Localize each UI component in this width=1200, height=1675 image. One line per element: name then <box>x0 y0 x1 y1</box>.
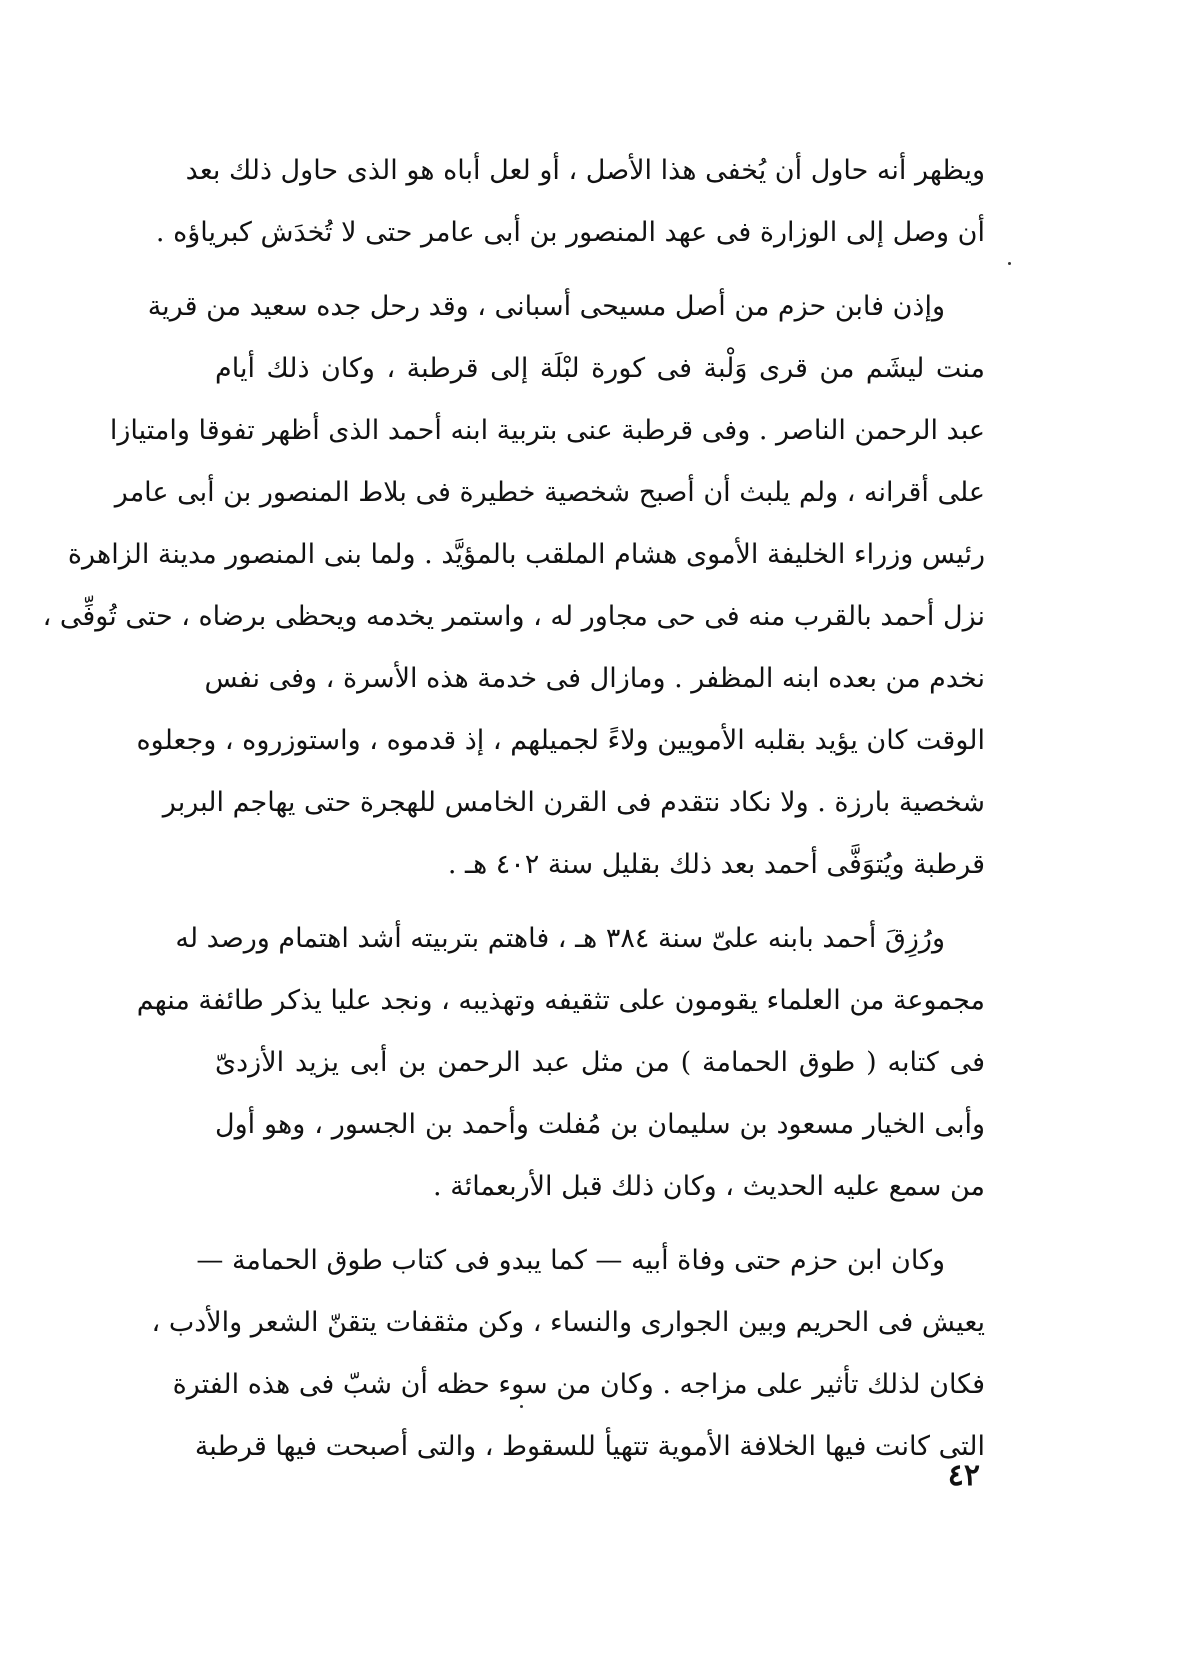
text-line: يعيش فى الحريم وبين الجوارى والنساء ، وكن مثقفات يتقنّ الشعر والأدب ، <box>151 1307 985 1338</box>
text-line: وكان ابن حزم حتى وفاة أبيه — كما يبدو فى كتاب طوق الحمامة — <box>196 1245 945 1276</box>
text-line: فى كتابه ( طوق الحمامة ) من مثل عبد الرحمن بن أبى يزيد الأزدىّ <box>215 1047 985 1078</box>
paragraph-gap <box>215 896 985 908</box>
text-line: التى كانت فيها الخلافة الأموية تتهيأ للسقوط ، والتى أصبحت فيها قرطبة <box>194 1431 985 1462</box>
paragraph-1 <box>155 140 985 264</box>
text-line: وأبى الخيار مسعود بن سليمان بن مُفلت وأحمد بن الجسور ، وهو أول <box>215 1109 985 1140</box>
text-line: عبد الرحمن الناصر . وفى قرطبة عنى بتربية ابنه أحمد الذى أظهر تفوقا وامتيازا <box>109 415 985 446</box>
text-line: الوقت كان يؤيد بقلبه الأمويين ولاءً لجميلهم ، إذ قدموه ، واستوزروه ، وجعلوه <box>136 725 985 756</box>
scan-speck <box>1008 262 1011 265</box>
text-line: من سمع عليه الحديث ، وكان ذلك قبل الأربعمائة . <box>433 1171 985 1202</box>
text-line: قرطبة ويُتوَفَّى أحمد بعد ذلك بقليل سنة ٤٠٢ هـ . <box>447 849 985 880</box>
text-line: منت ليشَم من قرى وَلْبة فى كورة لبْلَة إلى قرطبة ، وكان ذلك أيام <box>215 353 985 384</box>
paragraph-4 <box>151 1230 985 1478</box>
text-line: فكان لذلك تأثير على مزاجه . وكان من سوء حظه أن شبّ فى هذه الفترة <box>172 1369 985 1400</box>
text-line: أن وصل إلى الوزارة فى عهد المنصور بن أبى عامر حتى لا تُخدَش كبرياؤه . <box>155 217 985 248</box>
text-line: على أقرانه ، ولم يلبث أن أصبح شخصية خطيرة فى بلاط المنصور بن أبى عامر <box>114 477 985 508</box>
text-line: ويظهر أنه حاول أن يُخفى هذا الأصل ، أو لعل أباه هو الذى حاول ذلك بعد <box>185 155 985 186</box>
text-line: شخصية بارزة . ولا نكاد نتقدم فى القرن الخامس للهجرة حتى يهاجم البربر <box>162 787 985 818</box>
text-line: ورُزِقَ أحمد بابنه علىّ سنة ٣٨٤ هـ ، فاهتم بتربيته أشد اهتمام ورصد له <box>175 923 945 954</box>
text-line: رئيس وزراء الخليفة الأموى هشام الملقب بالمؤيَّد . ولما بنى المنصور مدينة الزاهرة <box>67 539 985 570</box>
paragraph-gap <box>215 1218 985 1230</box>
scan-speck <box>520 1405 523 1408</box>
paragraph-gap <box>215 264 985 276</box>
text-line: وإذن فابن حزم من أصل مسيحى أسبانى ، وقد رحل جده سعيد من قرية <box>147 291 945 322</box>
text-line: نزل أحمد بالقرب منه فى حى مجاور له ، واستمر يخدمه ويحظى برضاه ، حتى تُوفِّى ، <box>42 601 985 632</box>
page-number: ٤٢ <box>947 1458 980 1493</box>
body-text <box>42 140 985 1478</box>
text-line: مجموعة من العلماء يقومون على تثقيفه وتهذيبه ، ونجد عليا يذكر طائفة منهم <box>136 985 985 1016</box>
text-line: نخدم من بعده ابنه المظفر . ومازال فى خدمة هذه الأسرة ، وفى نفس <box>204 663 985 694</box>
paragraph-2 <box>42 276 985 896</box>
paragraph-3 <box>136 908 985 1218</box>
